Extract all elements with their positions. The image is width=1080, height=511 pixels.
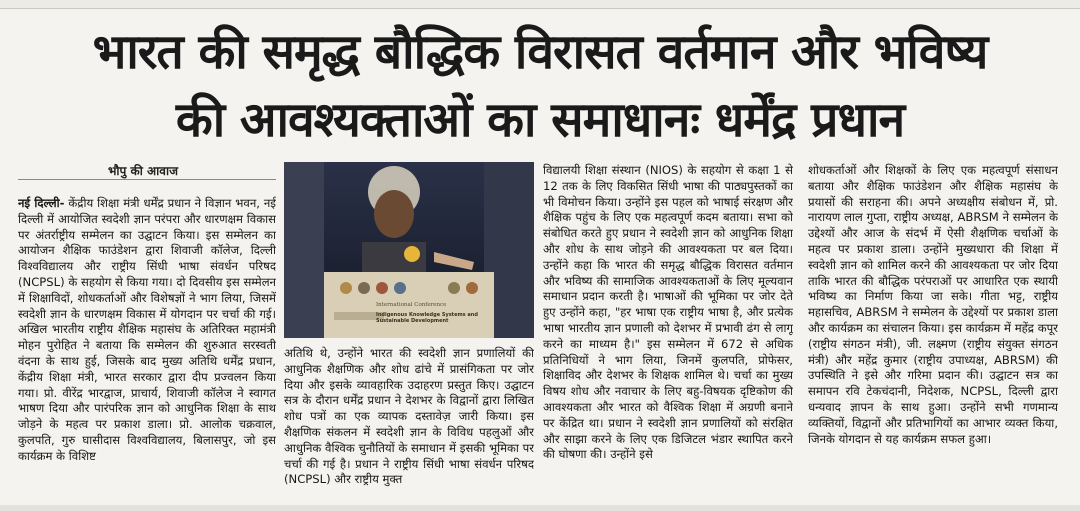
article-column-2 xyxy=(284,346,534,496)
headline xyxy=(0,18,1080,154)
headline-line-1: भारत की समृद्ध बौद्धिक विरासत वर्तमान और भविष्य xyxy=(92,24,988,80)
banner-title: International Conference xyxy=(376,302,447,308)
column-2-text: अतिथि थे, उन्होंने भारत की स्वदेशी ज्ञान प्रणालियों की आधुनिक शैक्षणिक और शोध ढांचे में प्रासंगिकता पर जोर दिया और इसके व्यावहारिक उदाहरण प्रस्तुत किए। उद्घाटन सत्र के दौरान धर्मेंद्र प्रधान ने देशभर के विद्वानों द्वारा लिखित शोध पत्रों का एक व्यापक दस्तावेज़ जारी किया। इस शैक्षणिक संकलन में स्वदेशी ज्ञान के विविध पहलुओं और आधुनिक वैश्विक चुनौतियों के समाधान में इसकी भूमिका पर चर्चा की गई है। प्रधान ने राष्ट्रीय सिंधी भाषा संवर्धन परिषद (NCPSL) और राष्ट्रीय मुक्त xyxy=(284,346,534,487)
dateline: नई दिल्ली- xyxy=(18,196,65,210)
banner-subtitle: Indigenous Knowledge Systems and Sustainable Development xyxy=(376,312,478,324)
article-photo xyxy=(284,162,534,338)
page-bottom-edge xyxy=(0,505,1080,511)
article-column-4 xyxy=(808,163,1058,496)
article-column-1 xyxy=(18,196,276,496)
headline-line-2: की आवश्यक्ताओं का समाधानः धर्मेंद्र प्रधान xyxy=(175,92,905,148)
article-column-3 xyxy=(543,163,793,496)
column-1-text: केंद्रीय शिक्षा मंत्री धर्मेंद्र प्रधान ने विज्ञान भवन, नई दिल्ली में आयोजित स्वदेशी ज्ञान परंपरा और धारणक्षम विकास पर अंतर्राष्ट्रीय सम्मेलन का उद्घाटन किया। इस सम्मेलन का आयोजन शैक्षिक फाउंडेशन द्वारा शिवाजी कॉलेज, दिल्ली विश्वविद्यालय और राष्ट्रीय सिंधी भाषा संवर्धन परिषद (NCPSL) के सहयोग से किया गया। दो दिवसीय इस सम्मेलन में शिक्षाविदों, शोधकर्ताओं और विशेषज्ञों ने भाग लिया, जिसमें स्वदेशी ज्ञान के धारणक्षम विकास में योगदान पर चर्चा की गई। अखिल भारतीय राष्ट्रीय शैक्षिक महासंघ के अतिरिक्त महामंत्री मोहन पुरोहित ने बताया कि सम्मेलन की शुरुआत सरस्वती वंदना के साथ हुई, जिसके बाद मुख्य अतिथि धर्मेंद्र प्रधान, केंद्रीय शिक्षा मंत्री, भारत सरकार द्वारा दीप प्रज्वलन किया गया। प्रो. वीरेंद्र भारद्वाज, प्राचार्य, शिवाजी कॉलेज ने स्वागत भाषण दिया और पारंपरिक ज्ञान को आधुनिक शिक्षा के साथ जोड़ने के महत्व पर प्रकाश डाला। प्रो. आलोक चक्रवाल, कुलपति, गुरु घासीदास विश्वविद्यालय, बिलासपुर, जो इस कार्यक्रम के विशिष्ट xyxy=(18,196,276,463)
column-4-text: शोधकर्ताओं और शिक्षकों के लिए एक महत्वपूर्ण संसाधन बताया और शैक्षिक फाउंडेशन और शैक्षिक महासंघ के प्रयासों की सराहना की। अपने अध्यक्षीय संबोधन में, प्रो. नारायण लाल गुप्ता, राष्ट्रीय अध्यक्ष, ABRSM ने सम्मेलन के उद्देश्यों और आज के संदर्भ में ऐसी शैक्षणिक चर्चाओं के महत्व पर प्रकाश डाला। उन्होंने मुख्यधारा की शिक्षा में स्वदेशी ज्ञान को शामिल करने की आवश्यकता पर जोर दिया ताकि भारत की बौद्धिक परंपराओं पर आधारित एक स्थायी भविष्य का निर्माण किया जा सके। गीता भट्ट, राष्ट्रीय महासचिव, ABRSM ने सम्मेलन के उद्देश्यों पर प्रकाश डाला और कार्यक्रम का संचालन किया। इस कार्यक्रम में महेंद्र कपूर (राष्ट्रीय संगठन मंत्री), जी. लक्ष्मण (राष्ट्रीय संयुक्त संगठन मंत्री) और महेंद्र कुमार (राष्ट्रीय उपाध्यक्ष, ABRSM) की उपस्थिति ने इसे और गरिमा प्रदान की। उद्घाटन सत्र का समापन रवि टेकचंदानी, निदेशक, NCPSL, दिल्ली द्वारा धन्यवाद ज्ञापन के साथ हुआ। उन्होंने सभी गणमान्य व्यक्तियों, विद्वानों और प्रतिभागियों का आभार व्यक्त किया, जिनके योगदान से यह कार्यक्रम सफल हुआ। xyxy=(808,163,1058,446)
byline: भौपु की आवाज xyxy=(108,164,178,178)
byline-rule xyxy=(18,179,276,180)
column-3-text: विद्यालयी शिक्षा संस्थान (NIOS) के सहयोग से कक्षा 1 से 12 तक के लिए विकसित सिंधी भाषा की पाठ्यपुस्तकों का भी विमोचन किया। उन्होंने इस पहल को भाषाई संरक्षण और शैक्षिक पहुंच के लिए एक महत्वपूर्ण कदम बताया। सभा को संबोधित करते हुए प्रधान ने स्वदेशी ज्ञान को आधुनिक शिक्षा और शोध के साथ जोड़ने की आवश्यकता पर बल दिया। उन्होंने कहा कि भारत की समृद्ध बौद्धिक विरासत वर्तमान और भविष्य की सामाजिक आवश्यकताओं के लिए मूल्यवान समाधान प्रदान करती है। भाषाओं की भूमिका पर जोर देते हुए उन्होंने कहा, "हर भाषा एक राष्ट्रीय भाषा है, और प्रत्येक भाषा भारतीय ज्ञान प्रणाली को देशभर में प्रभावी ढंग से लागू करने का माध्यम है।" इस सम्मेलन में 672 से अधिक प्रतिनिधियों ने भाग लिया, जिनमें कुलपति, प्रोफेसर, शिक्षाविद और देशभर के शिक्षक शामिल थे। चर्चा का मुख्य विषय शोध और नवाचार के लिए बहु-विषयक दृष्टिकोण की आवश्यकता और भारत को वैश्विक शिक्षा में अग्रणी बनाने पर केंद्रित था। प्रधान ने स्वदेशी ज्ञान प्रणालियों को संरक्षित और साझा करने के लिए एक डिजिटल भंडार स्थापित करने की घोषणा की। उन्होंने इसे xyxy=(543,163,793,462)
previous-page-strip xyxy=(0,0,1080,9)
